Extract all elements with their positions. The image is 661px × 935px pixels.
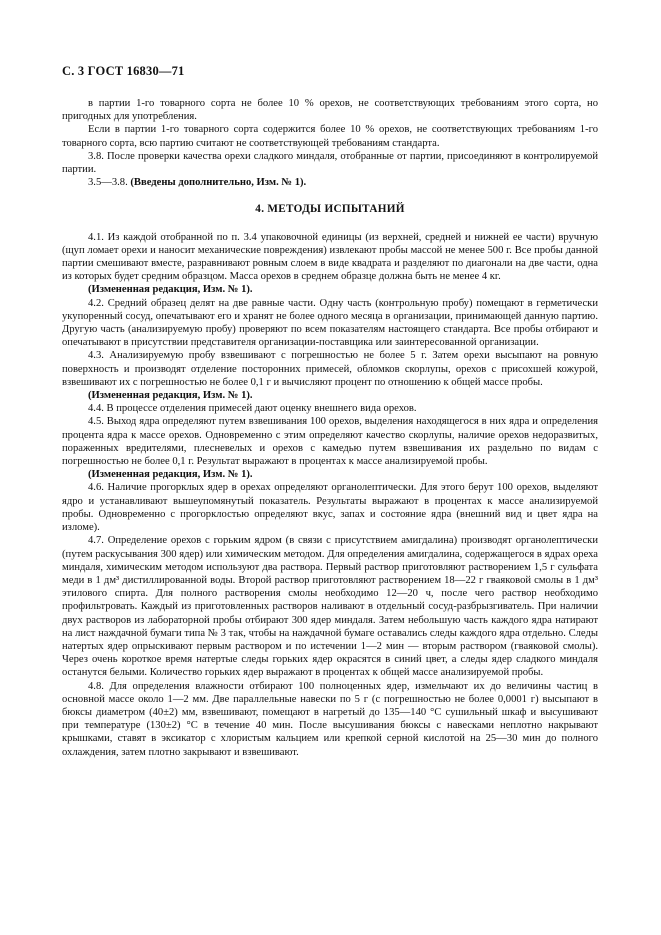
- paragraph-4-3: 4.3. Анализируемую пробу взвешивают с погрешностью не более 5 г. Затем орехи высыпают на ровную поверхность и производят отделение посторонних примесей, обломков скорлупы, орехов с присохшей кожурой, взвешивают их с погрешностью не более 0,1 г и вычисляют процент по отношению к общей массе пробы.: [62, 350, 598, 388]
- paragraph-3-8: 3.8. После проверки качества орехи сладкого миндаля, отобранные от партии, присоединяют в контролируемой партии.: [62, 150, 598, 176]
- paragraph-4-1: 4.1. Из каждой отобранной по п. 3.4 упаковочной единицы (из верхней, средней и нижней ее части) вручную (щуп ломает орехи и наносит механические повреждения) извлекают пробы массой не менее 500 г. Все пробы данной партии смешивают вместе, разравнивают ровным слоем в виде квадрата и разделяют по диагонали на две части, одна из которых будет средним образцом. Масса орехов в среднем образце должна быть не менее 4 кг.: [62, 231, 598, 283]
- amendment-bold: (Введены дополнительно, Изм. № 1).: [130, 177, 307, 189]
- paragraph-4-4: 4.4. В процессе отделения примесей дают оценку внешнего вида орехов.: [88, 403, 417, 415]
- amendment-note-4-5: (Измененная редакция, Изм. № 1).: [88, 469, 253, 481]
- paragraph-4-6: 4.6. Наличие прогорклых ядер в орехах определяют органолептически. Для этого берут 100 орехов, выделяют ядро и устанавливают вышеупомянутый показатель. Результаты выражают в процентах к массе анализируемой пробы. Одновременно с прогорклостью определяют вкус, запах и состояние ядра (внешний вид и цвет ядра на изломе).: [62, 482, 598, 534]
- paragraph-4-2: 4.2. Средний образец делят на две равные части. Одну часть (контрольную пробу) помещают в герметически укупоренный сосуд, опечатывают его и хранят не более одного месяца в организации, принимающей данную партию. Другую часть (анализируемую пробу) проверяют по всем показателям настоящего стандарта. Все пробы отбирают и опечатывают в присутствии представителя организации-поставщика или заинтересованной организации.: [62, 297, 598, 349]
- section-title: 4. МЕТОДЫ ИСПЫТАНИЙ: [255, 203, 405, 216]
- paragraph-4-8: 4.8. Для определения влажности отбирают 100 полноценных ядер, измельчают их до величины частиц в основной массе около 1—2 мм. Две параллельные навески по 5 г (с погрешностью не более 0,0001 г) высыпают в бюксы диаметром (40±2) мм, взвешивают, помещают в нагретый до 135—140 °С сушильный шкаф и высушивают при температуре (130±2) °С в течение 40 мин. После высушивания бюксы с навесками неплотно накрывают крышками, ставят в эксикатор с хлористым кальцием или крепкой серной кислотой на 25—30 мин до полного охлаждения, затем плотно закрывают и взвешивают.: [62, 680, 598, 758]
- amendment-note-4-3: (Измененная редакция, Изм. № 1).: [88, 390, 253, 402]
- amendment-note-4-1: (Измененная редакция, Изм. № 1).: [88, 284, 253, 296]
- amendment-prefix: 3.5—3.8.: [88, 177, 131, 189]
- paragraph-3-7-second: Если в партии 1-го товарного сорта содержится более 10 % орехов, не соответствующих требованиям 1-го товарного сорта, всю партию считают не соответствующей требованиям стандарта.: [62, 124, 598, 149]
- paragraph-4-7: 4.7. Определение орехов с горьким ядром (в связи с присутствием амигдалина) производят органолептически (путем раскусывания 300 ядер) или химическим методом. Для определения амигдалина, содержащегося в ядрах ореха миндаля, химическим методом используют два раствора. Первый раствор приготовляют растворением 1,5 г сульфата меди в 1 дм³ дистиллированной воды. Второй раствор приготовляют растворением 18—22 г гваяковой смолы в 1 дм³ этилового спирта. Для полного растворения смолы необходимо 12—20 ч, после чего раствор необходимо профильтровать. Каждый из приготовленных растворов наливают в отдельный сосуд-разбрызгиватель. При наличии двух растворов из лабораторной пробы отбирают 300 ядер миндаля. Затем небольшую часть каждого ядра натирают на лист наждачной бумаги типа № 3 так, чтобы на наждачной бумаге оставались следы каждого ядра отдельно. Следы натертых ядер опрыскивают первым раствором и по истечении 1—2 мин — вторым раствором (гваяковой смолы). Через очень короткое время натертые следы горьких ядер окрасятся в синий цвет, а следы ядер сладкого миндаля останутся белыми. Количество горьких ядер выражают в процентах к общей массе анализируемой пробы.: [62, 535, 598, 679]
- paragraph-3-7-continuation: в партии 1-го товарного сорта не более 10 % орехов, не соответствующих требованиям этого сорта, но пригодных для употребления.: [62, 98, 598, 123]
- document-body: [62, 97, 598, 759]
- paragraph-4-5: 4.5. Выход ядра определяют путем взвешивания 100 орехов, выделения находящегося в них ядра и определения процента ядра к массе орехов. Одновременно с этим определяют качество скорлупы, наличие орехов недоразвитых, пораженных вредителями, плесневелых и орехов с камедью путем взвешивания их раздельно по видам с погрешностью не более 0,1 г. Результат выражают в процентах к массе анализируемой пробы.: [62, 416, 598, 468]
- amendment-note-3-5-3-8: [62, 176, 598, 189]
- page-header: С. 3 ГОСТ 16830—71: [62, 64, 185, 78]
